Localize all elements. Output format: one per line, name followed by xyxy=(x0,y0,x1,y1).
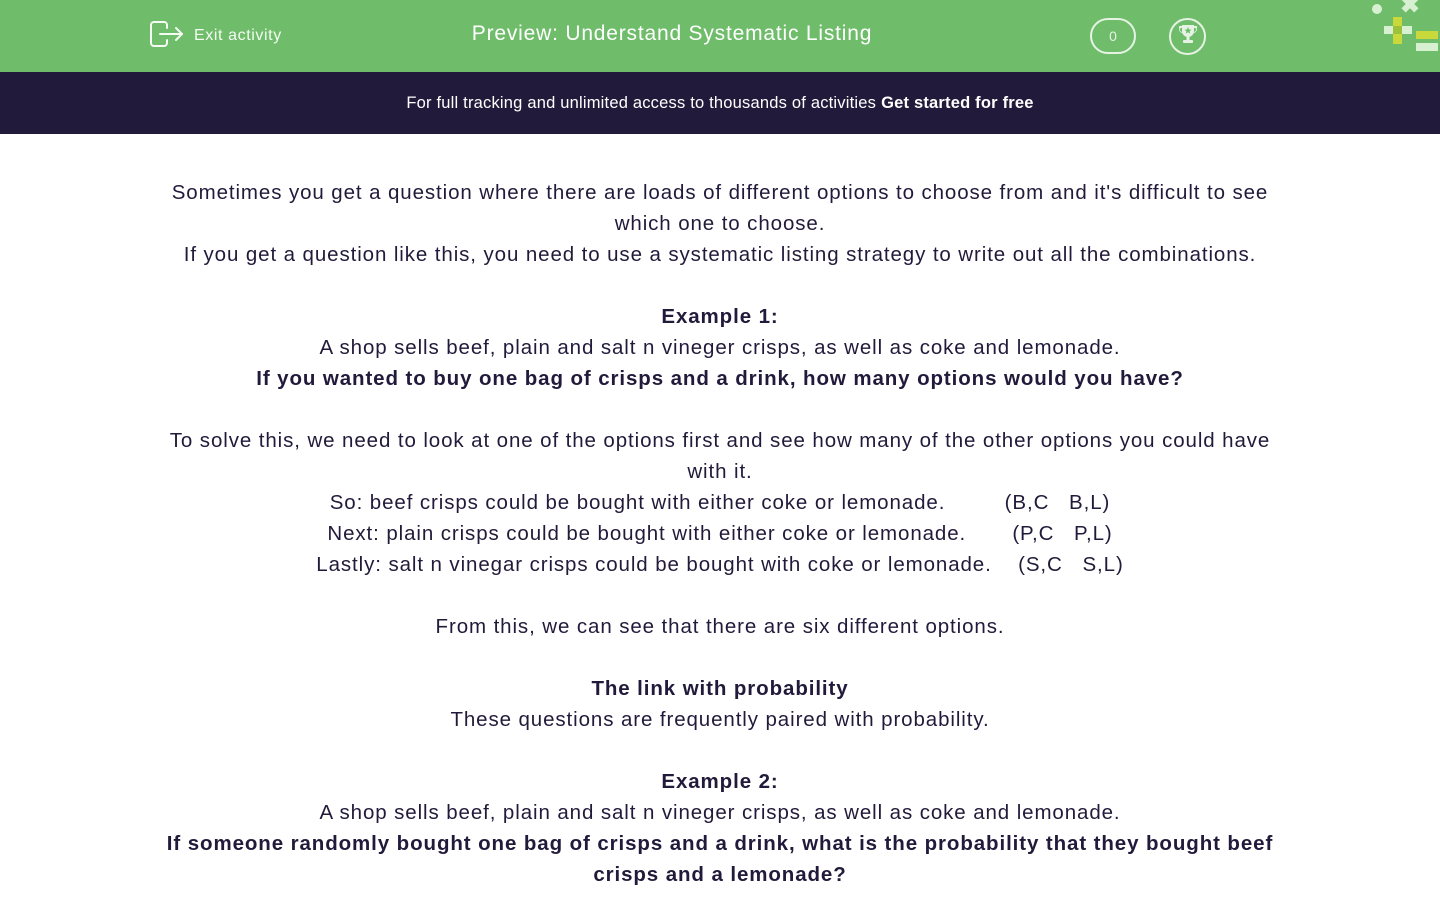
example-1-heading: Example 1: xyxy=(661,305,779,328)
score-badge[interactable] xyxy=(1090,18,1136,54)
step-text: Lastly: salt n vinegar crisps could be bought with coke or lemonade. xyxy=(316,553,992,576)
trophy-button[interactable] xyxy=(1169,18,1206,55)
top-bar xyxy=(0,0,1440,72)
get-started-link[interactable]: Get started for free xyxy=(881,93,1034,112)
lesson-content xyxy=(150,177,1290,890)
banner-text: For full tracking and unlimited access to thousands of activities xyxy=(406,93,877,112)
intro-paragraph-2: If you get a question like this, you need to use a systematic listing strategy to write out all the combinations. xyxy=(183,243,1257,266)
step-pairs: (B,C B,L) xyxy=(1004,491,1111,514)
exit-activity-label: Exit activity xyxy=(194,27,282,44)
example-2-heading: Example 2: xyxy=(661,770,779,793)
solve-intro: To solve this, we need to look at one of the options first and see how many of the other options you could have with it. xyxy=(169,429,1271,483)
score-value: 0 xyxy=(1109,28,1117,44)
step-pairs: (P,C P,L) xyxy=(1012,522,1113,545)
example-1-question: If you wanted to buy one bag of crisps and a drink, how many options would you have? xyxy=(256,367,1184,390)
step-text: Next: plain crisps could be bought with either coke or lemonade. xyxy=(327,522,967,545)
page-title: Preview: Understand Systematic Listing xyxy=(471,22,873,45)
brand-logo xyxy=(1368,0,1440,56)
step-row xyxy=(150,487,1290,518)
step-row xyxy=(150,518,1290,549)
step-text: So: beef crisps could be bought with either coke or lemonade. xyxy=(329,491,946,514)
intro-paragraph-1: Sometimes you get a question where there are loads of different options to choose from and it's difficult to see which one to choose. xyxy=(171,181,1269,235)
example-2-text: A shop sells beef, plain and salt n vineger crisps, as well as coke and lemonade. xyxy=(319,801,1121,824)
conclusion: From this, we can see that there are six different options. xyxy=(435,615,1005,638)
trophy-icon xyxy=(1177,23,1199,50)
example-2-question: If someone randomly bought one bag of crisps and a drink, what is the probability that they bought beef crisps and a lemonade? xyxy=(166,832,1274,886)
example-1-text: A shop sells beef, plain and salt n vineger crisps, as well as coke and lemonade. xyxy=(319,336,1121,359)
upsell-banner xyxy=(0,72,1440,134)
step-pairs: (S,C S,L) xyxy=(1018,553,1124,576)
step-row xyxy=(150,549,1290,580)
link-heading: The link with probability xyxy=(591,677,849,700)
link-text: These questions are frequently paired with probability. xyxy=(450,708,990,731)
